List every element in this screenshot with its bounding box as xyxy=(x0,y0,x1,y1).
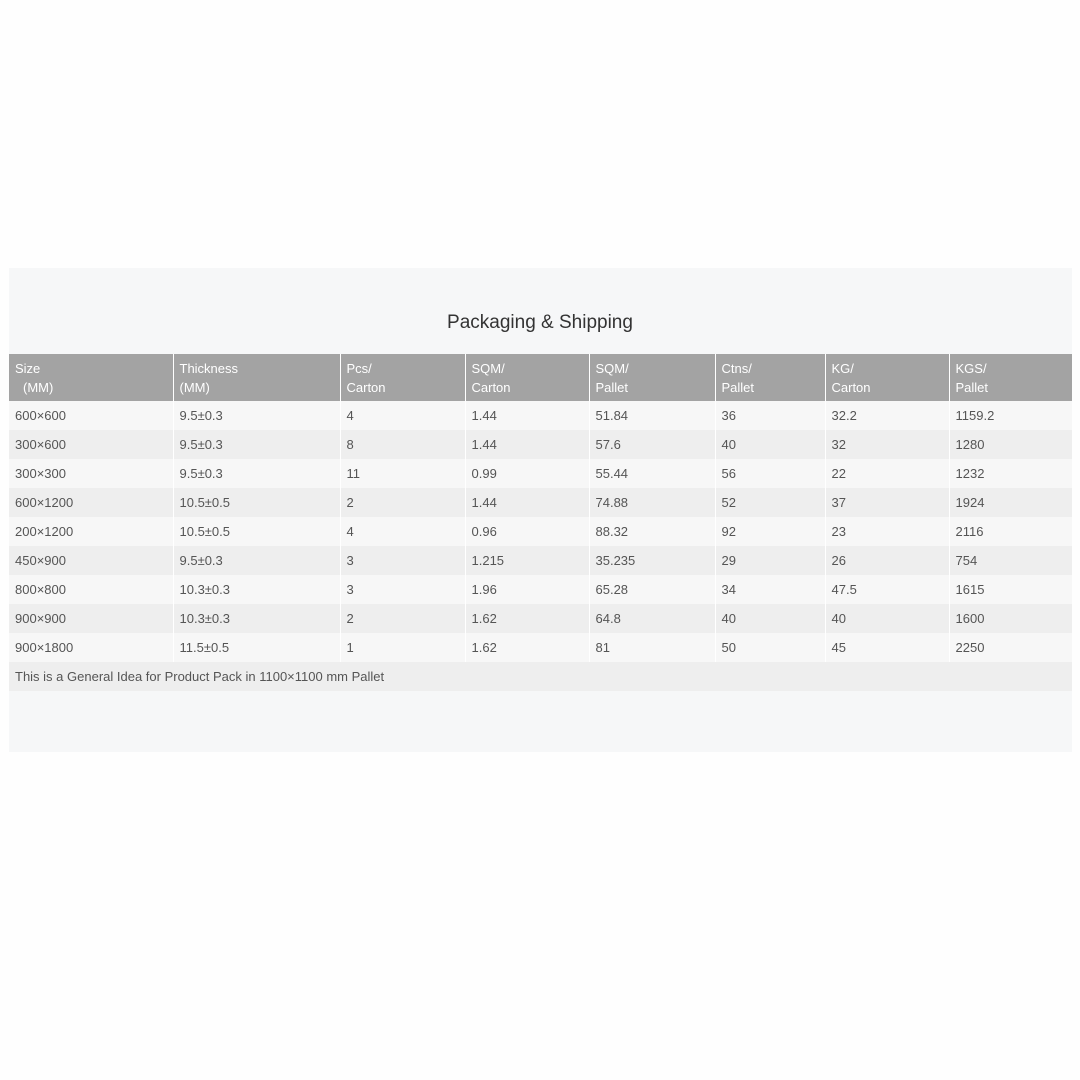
cell-kg-carton: 40 xyxy=(825,604,949,633)
table-row xyxy=(9,517,1072,546)
cell-thickness: 11.5±0.5 xyxy=(173,633,340,662)
column-header-ctns-pallet: Ctns/ Pallet xyxy=(715,354,825,401)
cell-pcs-carton: 2 xyxy=(340,488,465,517)
cell-kg-carton: 32.2 xyxy=(825,401,949,430)
table-row xyxy=(9,401,1072,430)
cell-sqm-pallet: 51.84 xyxy=(589,401,715,430)
section-title: Packaging & Shipping xyxy=(447,312,633,333)
table-row xyxy=(9,633,1072,662)
table-row xyxy=(9,604,1072,633)
cell-thickness: 10.3±0.3 xyxy=(173,575,340,604)
cell-ctns-pallet: 50 xyxy=(715,633,825,662)
cell-pcs-carton: 3 xyxy=(340,546,465,575)
table-header-row xyxy=(9,354,1072,401)
cell-size: 300×600 xyxy=(9,430,173,459)
table-row xyxy=(9,488,1072,517)
cell-sqm-pallet: 55.44 xyxy=(589,459,715,488)
cell-sqm-carton: 1.62 xyxy=(465,633,589,662)
cell-size: 200×1200 xyxy=(9,517,173,546)
packaging-table xyxy=(9,354,1072,691)
column-header-pcs-carton: Pcs/ Carton xyxy=(340,354,465,401)
cell-pcs-carton: 4 xyxy=(340,517,465,546)
cell-pcs-carton: 1 xyxy=(340,633,465,662)
cell-ctns-pallet: 29 xyxy=(715,546,825,575)
cell-sqm-carton: 1.62 xyxy=(465,604,589,633)
cell-sqm-pallet: 74.88 xyxy=(589,488,715,517)
cell-kgs-pallet: 754 xyxy=(949,546,1072,575)
column-header-sqm-pallet: SQM/ Pallet xyxy=(589,354,715,401)
cell-ctns-pallet: 52 xyxy=(715,488,825,517)
cell-sqm-pallet: 64.8 xyxy=(589,604,715,633)
cell-pcs-carton: 3 xyxy=(340,575,465,604)
table-note-row xyxy=(9,662,1072,691)
cell-sqm-pallet: 65.28 xyxy=(589,575,715,604)
cell-kgs-pallet: 2116 xyxy=(949,517,1072,546)
cell-kgs-pallet: 1232 xyxy=(949,459,1072,488)
cell-thickness: 10.5±0.5 xyxy=(173,517,340,546)
cell-size: 600×600 xyxy=(9,401,173,430)
cell-sqm-carton: 0.99 xyxy=(465,459,589,488)
cell-kgs-pallet: 1615 xyxy=(949,575,1072,604)
cell-kg-carton: 22 xyxy=(825,459,949,488)
cell-sqm-pallet: 81 xyxy=(589,633,715,662)
cell-size: 450×900 xyxy=(9,546,173,575)
cell-kgs-pallet: 1924 xyxy=(949,488,1072,517)
cell-kgs-pallet: 1600 xyxy=(949,604,1072,633)
table-note: This is a General Idea for Product Pack in 1100×1100 mm Pallet xyxy=(9,662,1072,691)
column-header-size: Size (MM) xyxy=(9,354,173,401)
cell-ctns-pallet: 36 xyxy=(715,401,825,430)
column-header-kgs-pallet: KGS/ Pallet xyxy=(949,354,1072,401)
cell-sqm-carton: 1.44 xyxy=(465,430,589,459)
cell-size: 900×1800 xyxy=(9,633,173,662)
cell-sqm-carton: 0.96 xyxy=(465,517,589,546)
cell-sqm-carton: 1.44 xyxy=(465,488,589,517)
cell-kgs-pallet: 1280 xyxy=(949,430,1072,459)
cell-kg-carton: 32 xyxy=(825,430,949,459)
cell-sqm-pallet: 57.6 xyxy=(589,430,715,459)
cell-sqm-pallet: 88.32 xyxy=(589,517,715,546)
cell-kg-carton: 47.5 xyxy=(825,575,949,604)
column-header-kg-carton: KG/ Carton xyxy=(825,354,949,401)
cell-size: 800×800 xyxy=(9,575,173,604)
column-header-thickness: Thickness (MM) xyxy=(173,354,340,401)
cell-sqm-carton: 1.96 xyxy=(465,575,589,604)
cell-ctns-pallet: 40 xyxy=(715,604,825,633)
cell-ctns-pallet: 40 xyxy=(715,430,825,459)
cell-pcs-carton: 2 xyxy=(340,604,465,633)
cell-kgs-pallet: 2250 xyxy=(949,633,1072,662)
column-header-sqm-carton: SQM/ Carton xyxy=(465,354,589,401)
cell-kg-carton: 23 xyxy=(825,517,949,546)
cell-kgs-pallet: 1159.2 xyxy=(949,401,1072,430)
cell-thickness: 9.5±0.3 xyxy=(173,459,340,488)
cell-size: 300×300 xyxy=(9,459,173,488)
cell-ctns-pallet: 56 xyxy=(715,459,825,488)
table-row xyxy=(9,546,1072,575)
cell-ctns-pallet: 34 xyxy=(715,575,825,604)
cell-thickness: 9.5±0.3 xyxy=(173,546,340,575)
cell-thickness: 10.5±0.5 xyxy=(173,488,340,517)
cell-sqm-carton: 1.44 xyxy=(465,401,589,430)
cell-sqm-carton: 1.215 xyxy=(465,546,589,575)
table-row xyxy=(9,430,1072,459)
table-row xyxy=(9,459,1072,488)
cell-kg-carton: 45 xyxy=(825,633,949,662)
cell-size: 600×1200 xyxy=(9,488,173,517)
cell-ctns-pallet: 92 xyxy=(715,517,825,546)
cell-thickness: 9.5±0.3 xyxy=(173,401,340,430)
cell-pcs-carton: 8 xyxy=(340,430,465,459)
cell-kg-carton: 37 xyxy=(825,488,949,517)
cell-pcs-carton: 11 xyxy=(340,459,465,488)
cell-thickness: 9.5±0.3 xyxy=(173,430,340,459)
cell-pcs-carton: 4 xyxy=(340,401,465,430)
cell-thickness: 10.3±0.3 xyxy=(173,604,340,633)
cell-sqm-pallet: 35.235 xyxy=(589,546,715,575)
table-row xyxy=(9,575,1072,604)
cell-kg-carton: 26 xyxy=(825,546,949,575)
cell-size: 900×900 xyxy=(9,604,173,633)
